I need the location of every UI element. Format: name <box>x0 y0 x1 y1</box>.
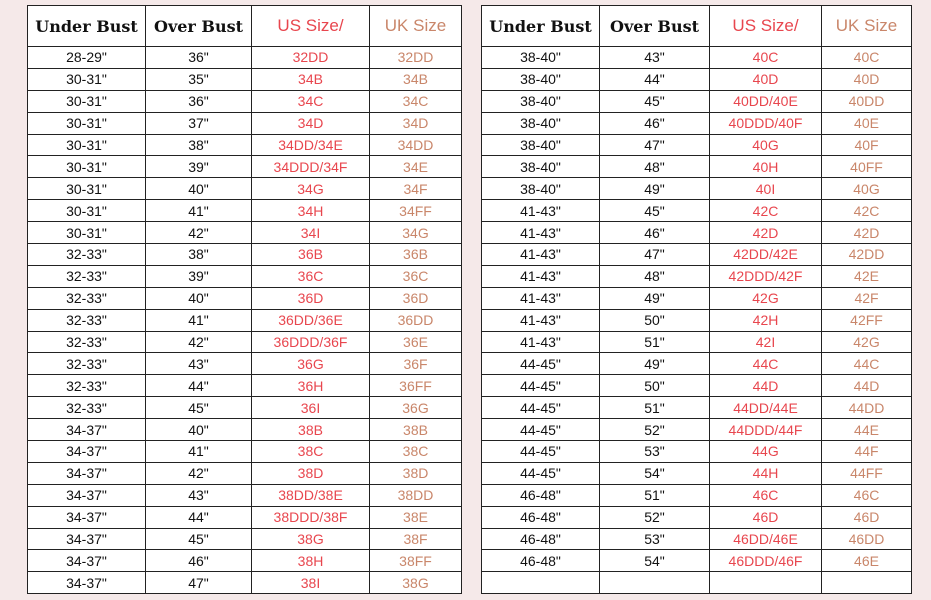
under-bust-cell: 34-37" <box>28 484 146 506</box>
over-bust-cell: 42" <box>146 222 252 244</box>
over-bust-cell: 47" <box>146 572 252 594</box>
table-row <box>482 397 912 419</box>
us-size-cell: 44G <box>710 441 822 463</box>
us-size-cell: 42D <box>710 222 822 244</box>
over-bust-cell: 38" <box>146 244 252 266</box>
uk-size-cell: 40G <box>822 178 912 200</box>
table-row <box>482 222 912 244</box>
uk-size-cell: 38F <box>370 528 462 550</box>
us-size-cell: 42DDD/42F <box>710 265 822 287</box>
over-bust-cell: 36" <box>146 47 252 69</box>
us-size-cell: 40G <box>710 134 822 156</box>
us-size-cell: 38I <box>252 572 370 594</box>
table-row <box>482 309 912 331</box>
table-row <box>482 484 912 506</box>
over-bust-cell: 53" <box>600 441 710 463</box>
over-bust-cell: 45" <box>146 397 252 419</box>
table-row <box>28 397 462 419</box>
under-bust-cell: 34-37" <box>28 462 146 484</box>
us-size-cell: 46DDD/46F <box>710 550 822 572</box>
header-over-bust: Over Bust <box>600 6 710 47</box>
us-size-cell: 42H <box>710 309 822 331</box>
under-bust-cell: 41-43" <box>482 222 600 244</box>
us-size-cell: 38DDD/38F <box>252 506 370 528</box>
over-bust-cell: 54" <box>600 550 710 572</box>
table-row <box>482 462 912 484</box>
under-bust-cell: 46-48" <box>482 550 600 572</box>
us-size-cell: 36DD/36E <box>252 309 370 331</box>
under-bust-cell: 30-31" <box>28 200 146 222</box>
table-row <box>482 156 912 178</box>
uk-size-cell: 34G <box>370 222 462 244</box>
over-bust-cell: 45" <box>600 200 710 222</box>
over-bust-cell: 43" <box>146 484 252 506</box>
us-size-cell: 34DD/34E <box>252 134 370 156</box>
under-bust-cell: 32-33" <box>28 309 146 331</box>
table-row <box>28 441 462 463</box>
under-bust-cell: 38-40" <box>482 134 600 156</box>
table-row <box>482 441 912 463</box>
uk-size-cell: 40FF <box>822 156 912 178</box>
uk-size-cell: 34C <box>370 90 462 112</box>
under-bust-cell: 34-37" <box>28 506 146 528</box>
over-bust-cell: 47" <box>600 134 710 156</box>
under-bust-cell: 44-45" <box>482 353 600 375</box>
over-bust-cell: 44" <box>146 375 252 397</box>
header-row <box>482 6 912 47</box>
under-bust-cell: 41-43" <box>482 309 600 331</box>
table-row <box>482 331 912 353</box>
us-size-cell: 42C <box>710 200 822 222</box>
under-bust-cell: 41-43" <box>482 331 600 353</box>
under-bust-cell: 30-31" <box>28 68 146 90</box>
us-size-cell: 34DDD/34F <box>252 156 370 178</box>
over-bust-cell: 47" <box>600 244 710 266</box>
header-us-size: US Size/ <box>252 6 370 47</box>
uk-size-cell: 36B <box>370 244 462 266</box>
header-uk-size: UK Size <box>370 6 462 47</box>
over-bust-cell: 46" <box>146 550 252 572</box>
table-row <box>28 244 462 266</box>
us-size-cell: 34G <box>252 178 370 200</box>
table-row <box>28 156 462 178</box>
us-size-cell: 40DDD/40F <box>710 112 822 134</box>
over-bust-cell: 43" <box>600 47 710 69</box>
us-size-cell: 34I <box>252 222 370 244</box>
under-bust-cell: 32-33" <box>28 244 146 266</box>
table-body-left <box>28 47 462 594</box>
table-row <box>482 244 912 266</box>
table-row <box>28 178 462 200</box>
table-row <box>28 506 462 528</box>
size-chart-table-left <box>27 5 462 594</box>
us-size-cell: 38B <box>252 419 370 441</box>
over-bust-cell: 51" <box>600 484 710 506</box>
uk-size-cell: 42E <box>822 265 912 287</box>
us-size-cell: 44DD/44E <box>710 397 822 419</box>
table-row <box>28 572 462 594</box>
header-under-bust: Under Bust <box>482 6 600 47</box>
us-size-cell: 34H <box>252 200 370 222</box>
table-row <box>482 47 912 69</box>
uk-size-cell: 38E <box>370 506 462 528</box>
over-bust-cell: 36" <box>146 90 252 112</box>
table-row <box>28 462 462 484</box>
us-size-cell: 38H <box>252 550 370 572</box>
uk-size-cell: 38DD <box>370 484 462 506</box>
under-bust-cell: 44-45" <box>482 462 600 484</box>
us-size-cell: 40C <box>710 47 822 69</box>
table-row <box>482 112 912 134</box>
under-bust-cell: 44-45" <box>482 375 600 397</box>
us-size-cell: 34C <box>252 90 370 112</box>
uk-size-cell: 36FF <box>370 375 462 397</box>
over-bust-cell: 42" <box>146 462 252 484</box>
us-size-cell: 38DD/38E <box>252 484 370 506</box>
table-row <box>482 287 912 309</box>
uk-size-cell: 42D <box>822 222 912 244</box>
table-row <box>28 419 462 441</box>
header-uk-size: UK Size <box>822 6 912 47</box>
under-bust-cell: 34-37" <box>28 441 146 463</box>
under-bust-cell <box>482 572 600 594</box>
over-bust-cell: 48" <box>600 156 710 178</box>
over-bust-cell: 41" <box>146 441 252 463</box>
us-size-cell: 40D <box>710 68 822 90</box>
uk-size-cell: 36DD <box>370 309 462 331</box>
table-row <box>482 265 912 287</box>
under-bust-cell: 41-43" <box>482 244 600 266</box>
over-bust-cell: 46" <box>600 112 710 134</box>
header-over-bust: Over Bust <box>146 6 252 47</box>
table-row <box>28 331 462 353</box>
uk-size-cell: 46D <box>822 506 912 528</box>
us-size-cell: 38D <box>252 462 370 484</box>
table-row <box>482 68 912 90</box>
uk-size-cell: 46C <box>822 484 912 506</box>
under-bust-cell: 46-48" <box>482 528 600 550</box>
table-row <box>28 528 462 550</box>
under-bust-cell: 32-33" <box>28 287 146 309</box>
table-row <box>28 309 462 331</box>
under-bust-cell: 38-40" <box>482 68 600 90</box>
table-row <box>28 134 462 156</box>
over-bust-cell: 39" <box>146 265 252 287</box>
uk-size-cell: 36F <box>370 353 462 375</box>
us-size-cell: 44H <box>710 462 822 484</box>
under-bust-cell: 32-33" <box>28 353 146 375</box>
over-bust-cell: 52" <box>600 506 710 528</box>
under-bust-cell: 41-43" <box>482 287 600 309</box>
table-row <box>482 419 912 441</box>
under-bust-cell: 32-33" <box>28 375 146 397</box>
under-bust-cell: 34-37" <box>28 572 146 594</box>
under-bust-cell: 30-31" <box>28 112 146 134</box>
over-bust-cell: 37" <box>146 112 252 134</box>
over-bust-cell: 43" <box>146 353 252 375</box>
over-bust-cell: 35" <box>146 68 252 90</box>
uk-size-cell: 40DD <box>822 90 912 112</box>
us-size-cell: 46C <box>710 484 822 506</box>
under-bust-cell: 44-45" <box>482 397 600 419</box>
under-bust-cell: 41-43" <box>482 200 600 222</box>
over-bust-cell: 40" <box>146 178 252 200</box>
uk-size-cell: 44DD <box>822 397 912 419</box>
table-row <box>482 90 912 112</box>
over-bust-cell: 45" <box>146 528 252 550</box>
under-bust-cell: 41-43" <box>482 265 600 287</box>
header-row <box>28 6 462 47</box>
us-size-cell: 34D <box>252 112 370 134</box>
uk-size-cell: 46E <box>822 550 912 572</box>
uk-size-cell: 34B <box>370 68 462 90</box>
over-bust-cell: 49" <box>600 287 710 309</box>
over-bust-cell: 54" <box>600 462 710 484</box>
table-row <box>28 90 462 112</box>
over-bust-cell: 50" <box>600 375 710 397</box>
over-bust-cell: 49" <box>600 353 710 375</box>
over-bust-cell: 45" <box>600 90 710 112</box>
under-bust-cell: 38-40" <box>482 112 600 134</box>
uk-size-cell: 46DD <box>822 528 912 550</box>
under-bust-cell: 34-37" <box>28 419 146 441</box>
us-size-cell: 32DD <box>252 47 370 69</box>
table-row <box>482 353 912 375</box>
us-size-cell: 42I <box>710 331 822 353</box>
table-row <box>28 222 462 244</box>
under-bust-cell: 30-31" <box>28 90 146 112</box>
uk-size-cell: 36D <box>370 287 462 309</box>
uk-size-cell: 40C <box>822 47 912 69</box>
table-row <box>28 265 462 287</box>
table-row <box>482 528 912 550</box>
us-size-cell: 40I <box>710 178 822 200</box>
table-body-right <box>482 47 912 594</box>
uk-size-cell: 32DD <box>370 47 462 69</box>
size-chart-table-right <box>481 5 912 594</box>
uk-size-cell: 44E <box>822 419 912 441</box>
over-bust-cell: 52" <box>600 419 710 441</box>
under-bust-cell: 28-29" <box>28 47 146 69</box>
us-size-cell: 40H <box>710 156 822 178</box>
uk-size-cell: 38C <box>370 441 462 463</box>
us-size-cell: 44D <box>710 375 822 397</box>
under-bust-cell: 34-37" <box>28 550 146 572</box>
us-size-cell: 42G <box>710 287 822 309</box>
us-size-cell: 44C <box>710 353 822 375</box>
us-size-cell: 44DDD/44F <box>710 419 822 441</box>
uk-size-cell: 36E <box>370 331 462 353</box>
uk-size-cell: 40F <box>822 134 912 156</box>
table-row <box>28 112 462 134</box>
us-size-cell: 40DD/40E <box>710 90 822 112</box>
uk-size-cell: 38D <box>370 462 462 484</box>
us-size-cell: 36H <box>252 375 370 397</box>
under-bust-cell: 30-31" <box>28 222 146 244</box>
header-under-bust: Under Bust <box>28 6 146 47</box>
table-row <box>482 178 912 200</box>
us-size-cell: 36B <box>252 244 370 266</box>
over-bust-cell: 40" <box>146 419 252 441</box>
under-bust-cell: 44-45" <box>482 441 600 463</box>
uk-size-cell <box>822 572 912 594</box>
over-bust-cell <box>600 572 710 594</box>
uk-size-cell: 42FF <box>822 309 912 331</box>
uk-size-cell: 38B <box>370 419 462 441</box>
table-row <box>28 47 462 69</box>
uk-size-cell: 36C <box>370 265 462 287</box>
under-bust-cell: 38-40" <box>482 90 600 112</box>
table-row <box>28 550 462 572</box>
uk-size-cell: 44D <box>822 375 912 397</box>
under-bust-cell: 44-45" <box>482 419 600 441</box>
uk-size-cell: 42DD <box>822 244 912 266</box>
uk-size-cell: 42F <box>822 287 912 309</box>
uk-size-cell: 40D <box>822 68 912 90</box>
over-bust-cell: 44" <box>146 506 252 528</box>
over-bust-cell: 39" <box>146 156 252 178</box>
under-bust-cell: 30-31" <box>28 178 146 200</box>
table-row <box>28 375 462 397</box>
over-bust-cell: 51" <box>600 397 710 419</box>
over-bust-cell: 38" <box>146 134 252 156</box>
us-size-cell: 36G <box>252 353 370 375</box>
uk-size-cell: 34F <box>370 178 462 200</box>
over-bust-cell: 40" <box>146 287 252 309</box>
over-bust-cell: 41" <box>146 200 252 222</box>
us-size-cell: 46D <box>710 506 822 528</box>
table-row <box>28 200 462 222</box>
uk-size-cell: 42G <box>822 331 912 353</box>
header-us-size: US Size/ <box>710 6 822 47</box>
table-row <box>482 375 912 397</box>
uk-size-cell: 34E <box>370 156 462 178</box>
us-size-cell: 34B <box>252 68 370 90</box>
over-bust-cell: 46" <box>600 222 710 244</box>
table-row <box>482 200 912 222</box>
under-bust-cell: 34-37" <box>28 528 146 550</box>
over-bust-cell: 42" <box>146 331 252 353</box>
over-bust-cell: 49" <box>600 178 710 200</box>
us-size-cell: 38G <box>252 528 370 550</box>
uk-size-cell: 44F <box>822 441 912 463</box>
uk-size-cell: 42C <box>822 200 912 222</box>
under-bust-cell: 46-48" <box>482 484 600 506</box>
table-row <box>28 287 462 309</box>
uk-size-cell: 34D <box>370 112 462 134</box>
us-size-cell <box>710 572 822 594</box>
under-bust-cell: 30-31" <box>28 156 146 178</box>
under-bust-cell: 38-40" <box>482 156 600 178</box>
us-size-cell: 36I <box>252 397 370 419</box>
under-bust-cell: 32-33" <box>28 397 146 419</box>
under-bust-cell: 38-40" <box>482 178 600 200</box>
uk-size-cell: 44C <box>822 353 912 375</box>
under-bust-cell: 32-33" <box>28 331 146 353</box>
us-size-cell: 46DD/46E <box>710 528 822 550</box>
table-row <box>482 572 912 594</box>
under-bust-cell: 38-40" <box>482 47 600 69</box>
uk-size-cell: 44FF <box>822 462 912 484</box>
over-bust-cell: 44" <box>600 68 710 90</box>
uk-size-cell: 36G <box>370 397 462 419</box>
uk-size-cell: 34FF <box>370 200 462 222</box>
table-row <box>28 353 462 375</box>
us-size-cell: 42DD/42E <box>710 244 822 266</box>
us-size-cell: 36DDD/36F <box>252 331 370 353</box>
under-bust-cell: 46-48" <box>482 506 600 528</box>
table-row <box>28 68 462 90</box>
uk-size-cell: 38FF <box>370 550 462 572</box>
over-bust-cell: 48" <box>600 265 710 287</box>
table-row <box>482 550 912 572</box>
over-bust-cell: 41" <box>146 309 252 331</box>
uk-size-cell: 38G <box>370 572 462 594</box>
table-row <box>482 506 912 528</box>
us-size-cell: 38C <box>252 441 370 463</box>
under-bust-cell: 32-33" <box>28 265 146 287</box>
over-bust-cell: 51" <box>600 331 710 353</box>
over-bust-cell: 50" <box>600 309 710 331</box>
us-size-cell: 36D <box>252 287 370 309</box>
us-size-cell: 36C <box>252 265 370 287</box>
under-bust-cell: 30-31" <box>28 134 146 156</box>
uk-size-cell: 40E <box>822 112 912 134</box>
uk-size-cell: 34DD <box>370 134 462 156</box>
table-row <box>28 484 462 506</box>
table-row <box>482 134 912 156</box>
over-bust-cell: 53" <box>600 528 710 550</box>
